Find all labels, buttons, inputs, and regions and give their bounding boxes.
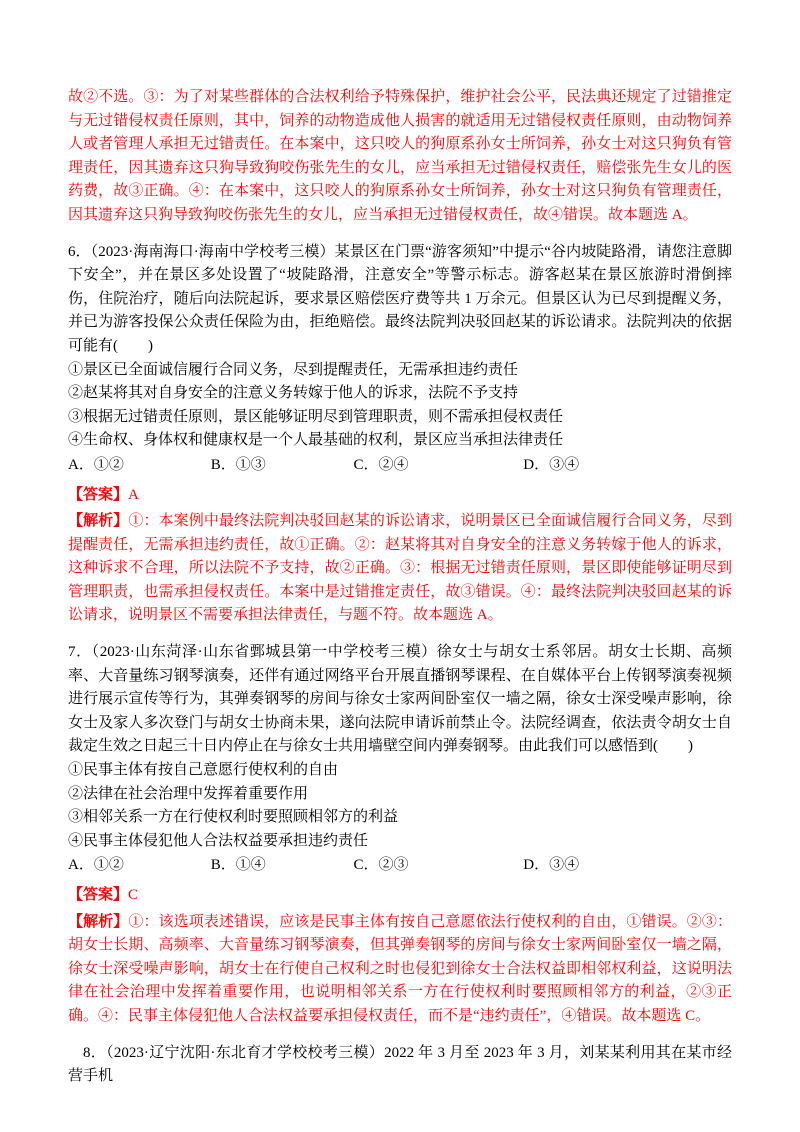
answer-value: C <box>128 887 139 903</box>
question-6-stem: 6．（2023·海南海口·海南中学校考三模）某景区在门票“游客须知”中提示“谷内坡陡路滑，请您注意脚下安全”，并在景区多处设置了“坡陡路滑，注意安全”等警示标志。游客赵某在景区旅游时滑倒摔伤，住院治疗，随后向法院起诉，要求景区赔偿医疗费等共 1 万余元。但景区认为已尽到提醒义务，并已为游客投保公众责任保险为由，拒绝赔偿。最终法院判决驳回赵某的诉讼请求。法院判决的依据可能有( ) <box>68 243 732 354</box>
analysis-label: 【解析】 <box>68 913 129 930</box>
analysis-label: 【解析】 <box>68 513 129 530</box>
choice-a: A．①② <box>68 456 124 473</box>
choice-c: C．②④ <box>353 456 409 473</box>
question-6-analysis-line <box>68 510 732 628</box>
question-7-option-4: ④民事主体侵犯他人合法权益要承担违约责任 <box>68 832 369 849</box>
question-7-answer-line <box>68 884 732 908</box>
analysis-text: ①：该选项表述错误，应该是民事主体有按自己意愿依法行使权利的自由，①错误。②③：胡女士长期、高频率、大音量练习钢琴演奏，但其弹奏钢琴的房间与徐女士家两间卧室仅一墙之隔，徐女士深受噪声影响，胡女士在行使自己权利之时也侵犯到徐女士合法权益即相邻权利益，这说明法律在社会治理中发挥着重要作用，也说明相邻关系一方在行使权利时要照顾相邻方的利益，②③正确。④：民事主体侵犯他人合法权益要承担侵权责任，而不是“违约责任”，④错误。故本题选 C。 <box>68 913 732 1024</box>
choice-c: C．②③ <box>353 857 409 874</box>
question-7 <box>68 641 732 1029</box>
choice-d: D．③④ <box>523 456 580 473</box>
choice-d: D．③④ <box>523 857 580 874</box>
question-6-choices-row <box>68 454 732 478</box>
answer-label: 【答案】 <box>68 486 129 503</box>
analysis-text: ①：本案例中最终法院判决驳回赵某的诉讼请求，说明景区已全面诚信履行合同义务，尽到提醒责任，无需承担违约责任，故①正确。②：赵某将其对自身安全的注意义务转嫁于他人的诉求，这种诉求不合理，所以法院不予支持，故②正确。③：根据无过错责任原则，景区即使能够证明尽到管理职责，也需承担侵权责任。本案中是过错推定责任，故③错误。④：最终法院判决驳回赵某的诉讼请求，说明景区不需要承担法律责任，与题不符。故本题选 A。 <box>68 513 732 624</box>
question-6-option-2: ②赵某将其对自身安全的注意义务转嫁于他人的诉求，法院不予支持 <box>68 385 519 402</box>
question-7-analysis-line <box>68 911 732 1029</box>
question-7-stem: 7．（2023·山东菏泽·山东省鄄城县第一中学校考三模）徐女士与胡女士系邻居。胡女士长期、高频率、大音量练习钢琴演奏，还伴有通过网络平台开展直播钢琴课程、在自媒体平台上传钢琴演奏视频进行展示宣传等行为，其弹奏钢琴的房间与徐女士家两间卧室仅一墙之隔，徐女士深受噪声影响，徐女士及家人多次登门与胡女士协商未果，遂向法院申请诉前禁止令。法院经调查，依法责令胡女士自裁定生效之日起三十日内停止在与徐女士共用墙壁空间内弹奏钢琴。由此我们可以感悟到( ) <box>68 644 732 755</box>
question-7-option-2: ②法律在社会治理中发挥着重要作用 <box>68 785 309 802</box>
choice-b: B．①③ <box>210 456 266 473</box>
question-6-option-4: ④生命权、身体权和健康权是一个人最基础的权利，景区应当承担法律责任 <box>68 432 564 449</box>
carryover-analysis-text: 故②不选。③：为了对某些群体的合法权利给予特殊保护，维护社会公平，民法典还规定了过错推定与无过错侵权责任原则，其中，饲养的动物造成他人损害的就适用无过错侵权责任原则，由动物饲养人或者管理人承担无过错责任。在本案中，这只咬人的狗原系孙女士所饲养，孙女士对这只狗负有管理责任，因其遗弃这只狗导致狗咬伤张先生的女儿，应当承担无过错侵权责任，赔偿张先生女儿的医药费，故③正确。④：在本案中，这只咬人的狗原系孙女士所饲养，孙女士对这只狗负有管理责任，因其遗弃这只狗导致狗咬伤张先生的女儿，应当承担无过错侵权责任，故④错误。故本题选 A。 <box>68 89 732 223</box>
question-6-answer-line <box>68 484 732 508</box>
choice-b: B．①④ <box>210 857 266 874</box>
question-8-stem: 8．（2023·辽宁沈阳·东北育才学校校考三模）2022 年 3 月至 2023 年 3 月，刘某某利用其在某市经营手机 <box>68 1044 732 1085</box>
answer-value: A <box>128 486 139 503</box>
answer-label: 【答案】 <box>68 887 129 903</box>
question-7-option-1: ①民事主体有按自己意愿行使权利的自由 <box>68 762 339 779</box>
question-6-option-1: ①景区已全面诚信履行合同义务，尽到提醒责任，无需承担违约责任 <box>68 361 519 378</box>
question-7-option-3: ③相邻关系一方在行使权利时要照顾相邻方的利益 <box>68 809 399 826</box>
question-6 <box>68 241 732 629</box>
question-7-choices-row <box>68 854 732 878</box>
choice-a: A．①② <box>68 857 124 874</box>
question-6-option-3: ③根据无过错责任原则，景区能够证明尽到管理职责，则不需承担侵权责任 <box>68 408 564 425</box>
